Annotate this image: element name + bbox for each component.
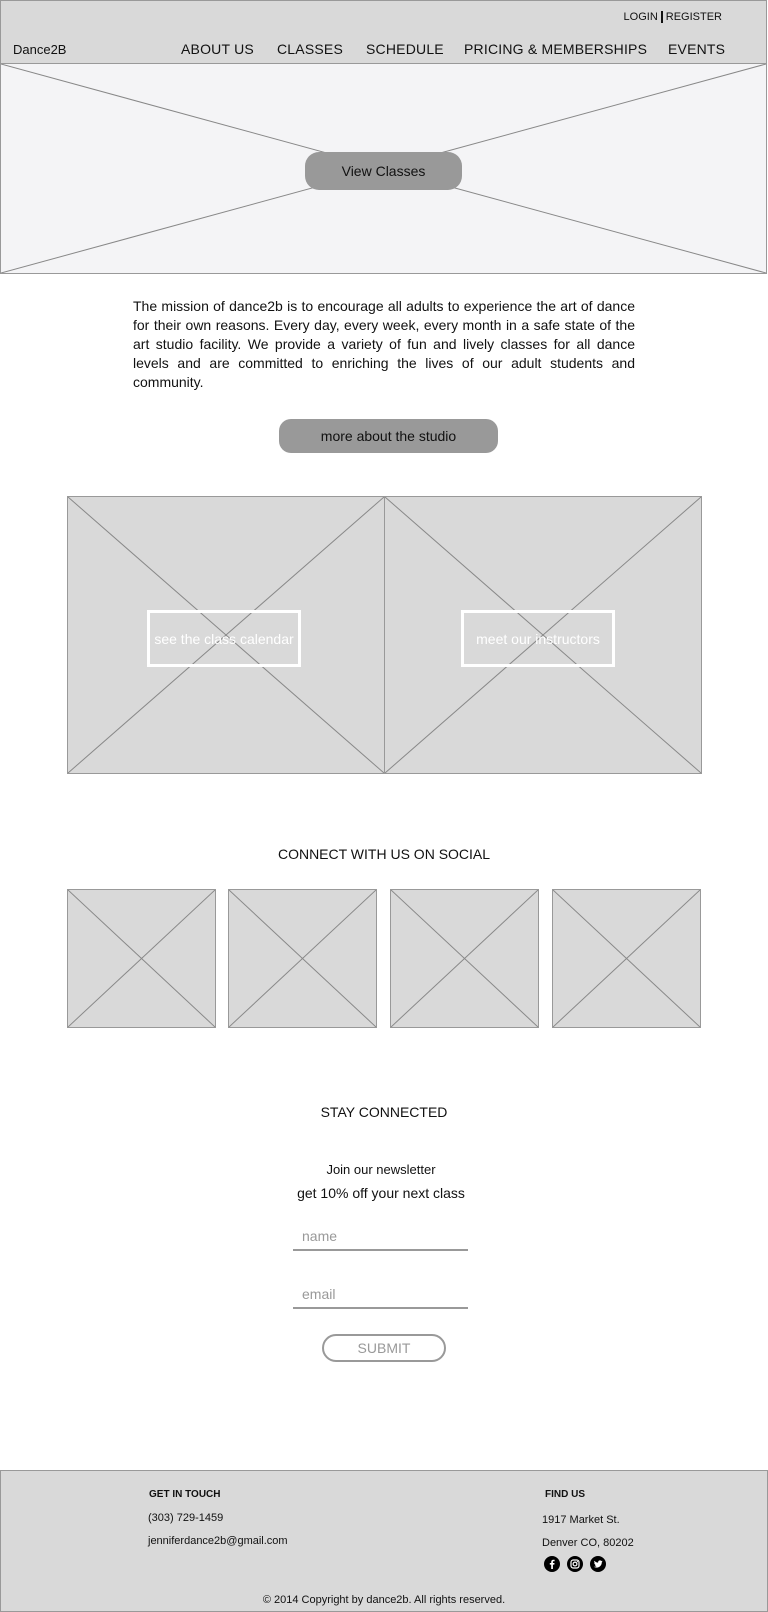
newsletter-discount-text: get 10% off your next class	[297, 1185, 465, 1201]
nav-schedule[interactable]: SCHEDULE	[366, 41, 444, 57]
nav-pricing-memberships[interactable]: PRICING & MEMBERSHIPS	[464, 41, 648, 57]
social-section-title: CONNECT WITH US ON SOCIAL	[277, 846, 491, 862]
name-field[interactable]	[293, 1226, 468, 1251]
class-calendar-button[interactable]: see the class calendar	[147, 610, 301, 667]
social-image-1[interactable]	[67, 889, 216, 1028]
register-link[interactable]: REGISTER	[665, 11, 722, 23]
twitter-icon[interactable]	[590, 1556, 606, 1572]
site-footer	[0, 1470, 768, 1612]
instagram-glyph	[567, 1556, 583, 1572]
email-field[interactable]	[293, 1284, 468, 1309]
image-placeholder-icon	[229, 890, 376, 1027]
class-calendar-tile	[67, 496, 385, 774]
submit-button[interactable]: SUBMIT	[322, 1334, 446, 1362]
facebook-icon[interactable]	[544, 1556, 560, 1572]
image-placeholder-icon	[68, 890, 215, 1027]
image-placeholder-icon	[553, 890, 700, 1027]
contact-phone[interactable]: (303) 729-1459	[148, 1512, 224, 1524]
login-link[interactable]: LOGIN	[623, 11, 658, 23]
address-line-1: 1917 Market St.	[542, 1514, 620, 1526]
social-image-3[interactable]	[390, 889, 539, 1028]
instagram-icon[interactable]	[567, 1556, 583, 1572]
contact-email[interactable]: jenniferdance2b@gmail.com	[148, 1535, 288, 1547]
social-image-4[interactable]	[552, 889, 701, 1028]
location-heading: FIND US	[545, 1489, 585, 1500]
nav-about-us[interactable]: ABOUT US	[181, 41, 254, 57]
contact-heading: GET IN TOUCH	[149, 1489, 221, 1500]
mission-statement: The mission of dance2b is to encourage all adults to experience the art of dance for their own reasons. Every day, every week, every month in a safe state of the art studio facility. We provide a variety of fun and lively classes for all dance levels and are committed to enriching the lives of our adult students and community.	[133, 298, 635, 390]
social-image-2[interactable]	[228, 889, 377, 1028]
copyright-text: © 2014 Copyright by dance2b. All rights reserved.	[262, 1594, 506, 1606]
newsletter-section-title: STAY CONNECTED	[320, 1104, 448, 1120]
more-about-studio-button[interactable]: more about the studio	[279, 419, 498, 453]
nav-events[interactable]: EVENTS	[668, 41, 726, 57]
instructors-tile	[384, 496, 702, 774]
view-classes-button[interactable]: View Classes	[305, 152, 462, 190]
brand-logo[interactable]: Dance2B	[13, 42, 67, 57]
nav-classes[interactable]: CLASSES	[277, 41, 343, 57]
image-placeholder-icon	[391, 890, 538, 1027]
auth-divider	[661, 11, 663, 23]
twitter-glyph	[590, 1556, 606, 1572]
meet-instructors-button[interactable]: meet our instructors	[461, 610, 615, 667]
auth-links	[624, 11, 722, 23]
facebook-glyph	[544, 1556, 560, 1572]
newsletter-join-text: Join our newsletter	[326, 1162, 436, 1177]
address-line-2: Denver CO, 80202	[542, 1537, 634, 1549]
